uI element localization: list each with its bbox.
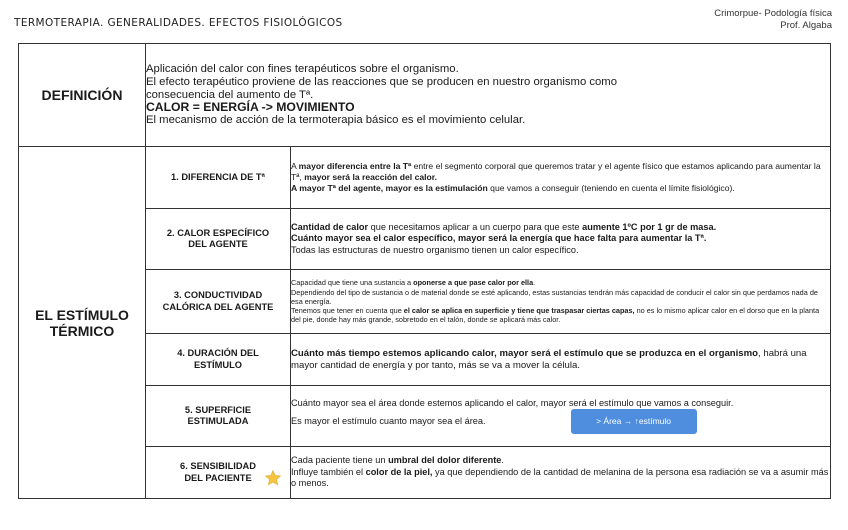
bold-text: oponerse a que pase calor por ella [413,278,534,288]
factor-title-line: 3. CONDUCTIVIDAD [173,290,263,300]
factor-description-6 [291,447,831,499]
text: ya que dependiendo de la cantidad de melanina de la persona esa radiación se va a asumir más o menos. [291,466,829,489]
factor-title-line: DEL AGENTE [188,239,248,249]
text: . [533,278,536,288]
text: Tenemos que tener en cuenta que [291,306,404,316]
factor-title-line: ESTIMULADA [187,416,249,426]
text: Es mayor el estímulo cuanto mayor sea el área. [291,416,486,427]
definition-line-3: consecuencia del aumento de Tª. [146,88,314,101]
area-stimulus-badge: > Área → ↑estímulo [571,409,697,434]
text: Todas las estructuras de nuestro organismo tienen un calor específico. [291,244,579,255]
text: , habrá una mayor cantidad de energía y por tanto, más se va a mover la célula. [291,347,807,371]
text: que necesitamos aplicar a un cuerpo para que este [368,221,583,232]
factor-title-line: 4. DURACIÓN DEL [177,348,259,358]
factor-title-2 [146,209,291,270]
factor-title-line: CALÓRICA DEL AGENTE [162,301,274,312]
bold-text: el calor se aplica en superficie y tiene que traspasar ciertas capas, [403,306,635,316]
stimulus-label-line-1: EL ESTÍMULO [35,306,129,323]
definition-label: DEFINICIÓN [19,44,146,147]
definition-line-2: El efecto terapéutico proviene de las reacciones que se producen en nuestro organismo como [146,75,617,88]
bold-text: Cantidad de calor [291,221,369,232]
stimulus-row-1 [19,147,831,209]
text: Capacidad que tiene una sustancia a [291,278,414,288]
bold-text: aumente 1ºC por 1 gr de masa. [582,221,717,232]
summary-table [18,43,831,499]
bold-text: Cuánto mayor sea el calor específico, mayor será la energía que hace falta para aumentar la Tª. [291,233,707,244]
factor-title-1: 1. DIFERENCIA DE Tª [146,147,291,209]
stimulus-label [19,147,146,499]
factor-title-4 [146,334,291,386]
bold-text: color de la piel, [365,466,433,477]
text: no es lo mismo aplicar calor en el dorso que en la planta del pie, donde hay más grande, sobretodo en el talón, donde se aplicará más calor. [291,306,820,325]
text: entre el segmento corporal que queremos tratar y el agente físico que estamos aplicando para aumentar la Tª, [291,161,821,182]
definition-line-1: Aplicación del calor con fines terapéuticos sobre el organismo. [146,63,459,75]
bold-text: mayor será la reacción del calor. [304,172,438,182]
factor-title-6 [146,447,291,499]
author-course: Crimorpue- Podología física [714,8,832,19]
definition-body [146,44,831,147]
factor-description-4 [291,334,831,386]
factor-description-2 [291,209,831,270]
bold-text: Cuánto más tiempo estemos aplicando calor, mayor será el estímulo que se produzca en el organismo [291,347,759,359]
factor-title-line: 5. SUPERFICIE [184,404,252,415]
factor-description-5 [291,386,831,447]
text: Influye también el [291,466,366,477]
star-icon [264,469,282,487]
text: . [501,455,504,466]
factor-title-line: 6. SENSIBILIDAD [180,461,256,471]
text: que vamos a conseguir (teniendo en cuenta el límite fisiológico). [487,183,735,193]
definition-formula: CALOR = ENERGÍA -> MOVIMIENTO [146,100,355,115]
text: Dependiendo del tipo de sustancia o de material donde se esté aplicando, estas sustancias tendrán más capacidad de conducir el calor sin que perdamos nada de esa energía. [291,287,818,306]
author-info [714,8,832,32]
factor-title-5 [146,386,291,447]
author-professor: Prof. Algaba [780,20,832,31]
text: A [291,161,299,171]
factor-title-line: 2. CALOR ESPECÍFICO [166,227,270,238]
definition-row [19,44,831,147]
factor-description-1 [291,147,831,209]
factor-description-3 [291,270,831,334]
stimulus-label-line-2: TÉRMICO [49,322,115,339]
factor-title-3 [146,270,291,334]
definition-line-4: El mecanismo de acción de la termoterapia básico es el movimiento celular. [146,114,526,127]
document-title: TERMOTERAPIA. GENERALIDADES. EFECTOS FISIOLÓGICOS [14,17,343,29]
factor-title-line: DEL PACIENTE [184,472,252,483]
bold-text: A mayor Tª del agente, mayor es la estimulación [291,183,488,193]
bold-text: mayor diferencia entre la Tª [298,161,412,171]
text: Cuánto mayor sea el área donde estemos aplicando el calor, mayor será el estímulo que vamos a conseguir. [291,397,734,408]
bold-text: umbral del dolor diferente [388,455,502,466]
factor-title-line: ESTÍMULO [193,359,243,370]
text: Cada paciente tiene un [291,455,389,466]
